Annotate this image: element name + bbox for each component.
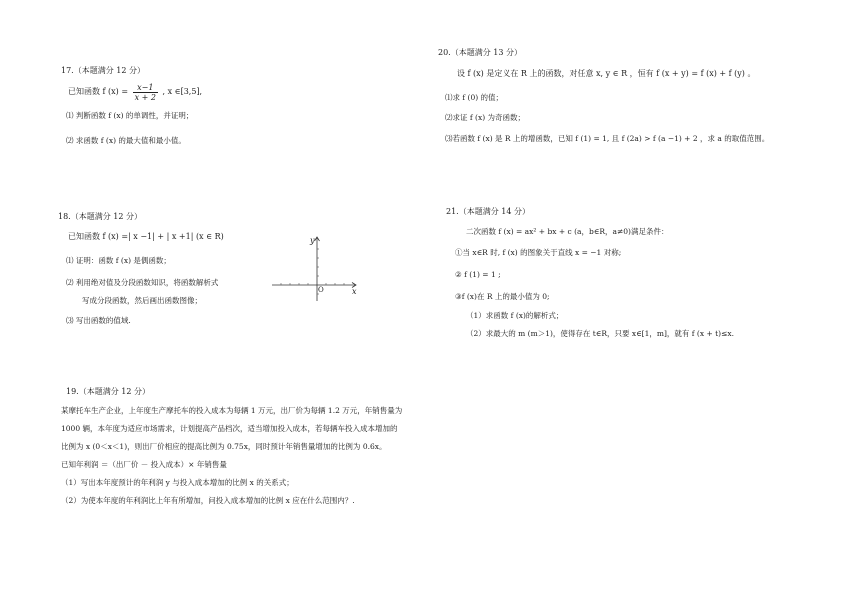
q17-fraction (133, 83, 158, 102)
q21-given: 二次函数 f (x) = ax² + bx + c (a，b∈R，a≠0)满足条件： (466, 227, 669, 236)
q20-part2: ⑵求证 f (x) 为奇函数； (445, 113, 526, 122)
y-axis-label: y (310, 236, 315, 245)
q21-condition2: ② f (1) = 1 ; (455, 270, 501, 279)
q20-part1: ⑴求 f (0) 的值； (445, 93, 504, 102)
q21-condition3: ③f (x)在 R 上的最小值为 0; (455, 292, 550, 301)
q21-header: 21.（本题满分 14 分） (446, 207, 530, 216)
q19-para-line1: 某摩托车生产企业，上年度生产摩托车的投入成本为每辆 1 万元，出厂价为每辆 1.2 万元，年销售量为 (61, 406, 403, 415)
q19-para-line4: 已知年利润 ＝（出厂价 － 投入成本）× 年销售量 (61, 460, 227, 469)
q18-header: 18.（本题满分 12 分） (58, 212, 142, 221)
q17-fraction-numerator: x−1 (133, 83, 158, 93)
q19-part1: （1）写出本年度预计的年利润 y 与投入成本增加的比例 x 的关系式； (61, 478, 294, 487)
q18-part3: ⑶ 写出函数的值域. (66, 316, 131, 325)
q19-header: 19.（本题满分 12 分） (66, 387, 150, 396)
q18-coordinate-axes (272, 233, 362, 303)
q18-part1: ⑴ 证明：函数 f (x) 是偶函数； (66, 256, 171, 265)
q18-part2b: 写成分段函数，然后画出函数图像； (82, 296, 202, 305)
q19-para-line3: 比例为 x (0＜x＜1)，则出厂价相应的提高比例为 0.75x，同时预计年销售量增加的比例为 0.6x。 (61, 442, 387, 451)
q17-part1: ⑴ 判断函数 f (x) 的单调性，并证明； (66, 111, 194, 120)
q19-part2: （2）为使本年度的年利润比上年有所增加，问投入成本增加的比例 x 应在什么范围内？. (61, 496, 355, 505)
q19-para-line2: 1000 辆，本年度为适应市场需求，计划提高产品档次，适当增加投入成本，若每辆车投入成本增加的 (61, 424, 398, 433)
q20-part3: ⑶若函数 f (x) 是 R 上的增函数，已知 f (1) = 1, 且 f (2a) > f (a −1) + 2 ，求 a 的取值范围。 (445, 134, 770, 143)
q17-given-prefix: 已知函数 f (x) = (68, 87, 129, 96)
q17-given-suffix: , x ∈[3,5], (162, 87, 203, 96)
origin-label: O (318, 286, 324, 294)
q21-condition1: ①当 x∈R 时, f (x) 的图象关于直线 x = −1 对称; (455, 248, 622, 257)
q18-given: 已知函数 f (x) =| x −1| + | x +1| (x ∈ R) (68, 232, 224, 241)
q21-part1: （1）求函数 f (x)的解析式； (466, 311, 564, 320)
q17-given (68, 82, 202, 102)
q17-fraction-denominator: x + 2 (134, 92, 156, 102)
q21-part2: （2）求最大的 m (m＞1)，使得存在 t∈R，只要 x∈[1，m]，就有 f (x + t)≤x. (466, 329, 734, 338)
q18-part2a: ⑵ 利用绝对值及分段函数知识，将函数解析式 (66, 278, 219, 287)
x-axis-label: x (352, 287, 357, 296)
q20-given: 设 f (x) 是定义在 R 上的函数，对任意 x, y ∈ R ，恒有 f (x + y) = f (x) + f (y) 。 (457, 69, 756, 78)
q17-part2: ⑵ 求函数 f (x) 的最大值和最小值。 (66, 136, 186, 145)
q20-header: 20.（本题满分 13 分） (438, 48, 522, 57)
q17-header: 17.（本题满分 12 分） (61, 66, 145, 75)
